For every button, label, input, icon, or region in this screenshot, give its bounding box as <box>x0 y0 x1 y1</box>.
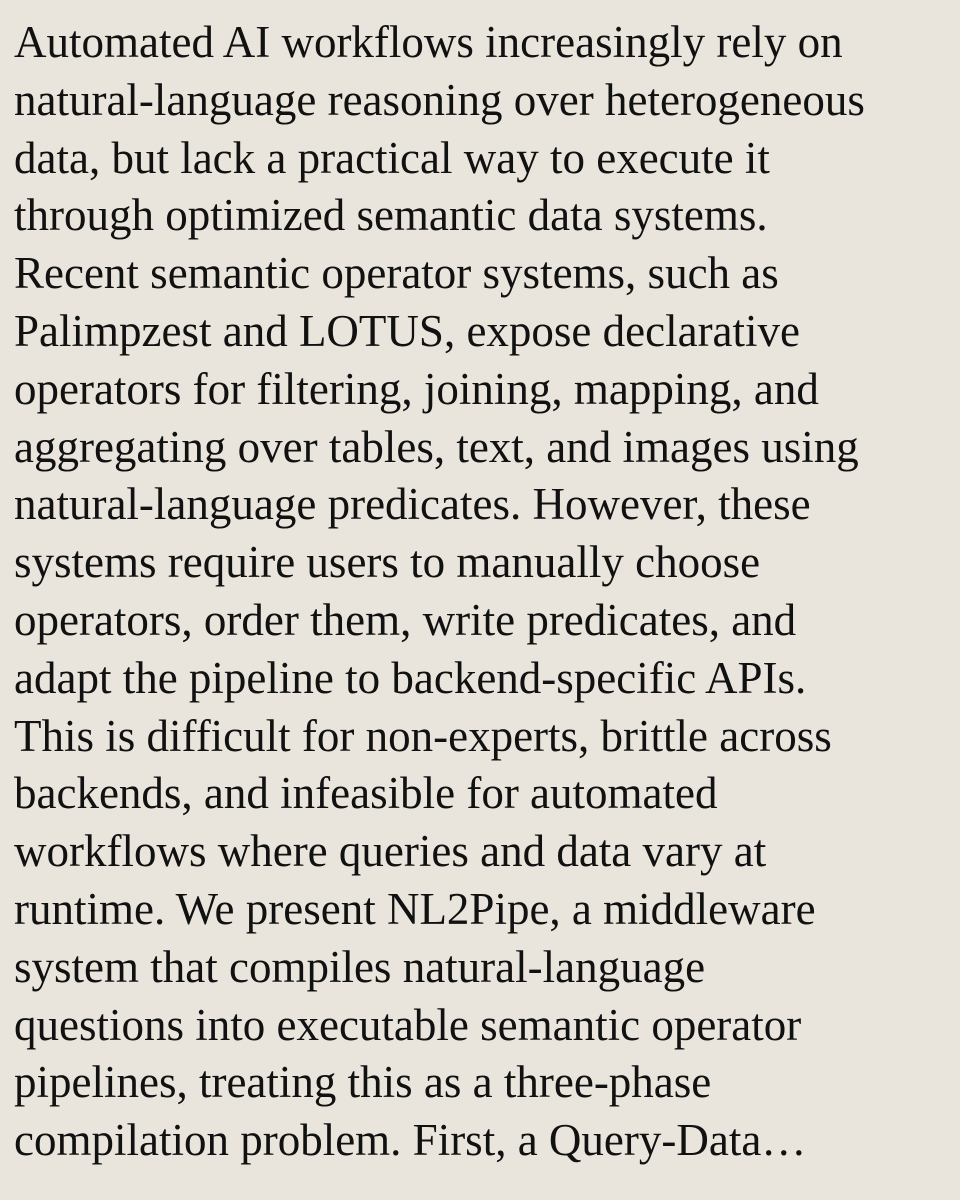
text-line: natural-language predicates. However, these <box>14 479 811 530</box>
text-line: pipelines, treating this as a three-phase <box>14 1057 712 1108</box>
text-line: backends, and infeasible for automated <box>14 768 718 819</box>
text-line: workflows where queries and data vary at <box>14 826 767 877</box>
text-line: compilation problem. First, a Query-Data… <box>14 1115 807 1166</box>
text-line: aggregating over tables, text, and images using <box>14 421 859 472</box>
text-line: questions into executable semantic operator <box>14 999 802 1050</box>
text-line: Automated AI workflows increasingly rely on <box>14 17 843 67</box>
text-line: operators for filtering, joining, mapping, and <box>14 363 819 414</box>
text-line: operators, order them, write predicates, and <box>14 594 797 645</box>
text-line: runtime. We present NL2Pipe, a middleware <box>14 883 816 934</box>
text-line: adapt the pipeline to backend-specific APIs. <box>14 652 807 703</box>
text-line: through optimized semantic data systems. <box>14 190 768 241</box>
text-line: systems require users to manually choose <box>14 537 761 588</box>
text-line: Palimpzest and LOTUS, expose declarative <box>14 305 801 356</box>
abstract-paragraph <box>14 14 942 1170</box>
text-line: natural-language reasoning over heterogeneous <box>14 74 865 125</box>
text-line: Recent semantic operator systems, such as <box>14 248 779 299</box>
text-line: system that compiles natural-language <box>14 941 706 992</box>
text-line: This is difficult for non-experts, brittle across <box>14 710 832 761</box>
text-line: data, but lack a practical way to execute it <box>14 132 770 183</box>
